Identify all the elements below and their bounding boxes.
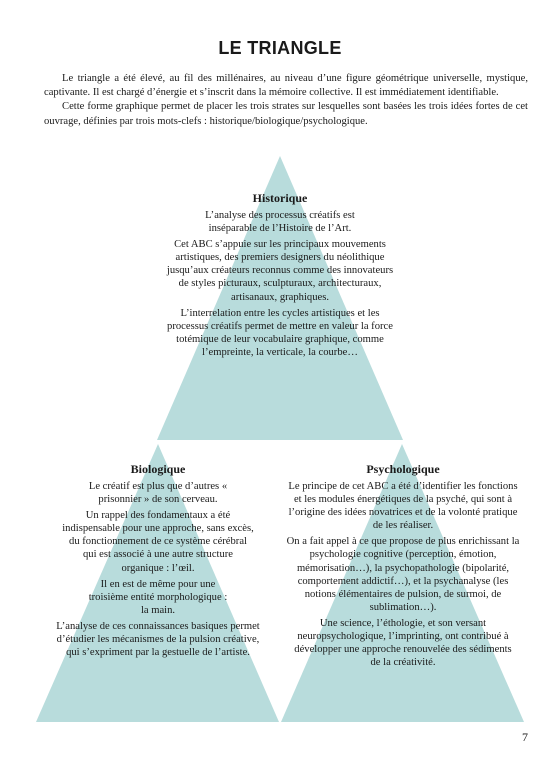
intro-paragraph: Cette forme graphique permet de placer les trois strates sur lesquelles sont basées les trois idées fortes de cet ouvrage, définies par trois mots-clefs : historique/biologique/psychologique. (44, 101, 528, 127)
page-number: 7 (522, 730, 528, 744)
historique-heading: Historique (252, 191, 308, 205)
historique-paragraph: L’interrelation entre les cycles artistiques et les processus créatifs permet de mettre en valeur la force totémique de leur vocabulaire graphique, comme l’empreinte, la verticale, la courbe… (167, 307, 393, 358)
biologique-paragraph: Le créatif est plus que d’autres « prisonnier » de son cerveau. (88, 481, 228, 506)
psychologique-block (286, 462, 520, 672)
historique-paragraph: Cet ABC s’appuie sur les principaux mouvements artistiques, des premiers designers du néolithique jusqu’aux créateurs reconnus comme des innovateurs de styles picturaux, sculpturaux, architecturaux, artisanaux, graphiques. (166, 239, 394, 303)
psychologique-paragraph: On a fait appel à ce que propose de plus enrichissant la psychologie cognitive (perception, émotion, mémorisation…), la psychopathologie (bipolarité, comportement addictif…), et la psychanalyse (les notions élémentaires de pulsion, de surmoi, de sublimation…). (286, 536, 520, 613)
psychologique-heading: Psychologique (366, 462, 440, 476)
biologique-block (44, 462, 272, 662)
psychologique-paragraph: Le principe de cet ABC a été d’identifier les fonctions et les modules énergétiques de la psyché, qui sont à l’origine des idées novatrices et de la volonté pratique de les réaliser. (288, 481, 518, 532)
biologique-paragraph: Il en est de même pour une troisième entité morphologique : la main. (88, 578, 228, 616)
intro-paragraph: Le triangle a été élevé, au fil des millénaires, au niveau d’une figure géométrique universelle, mystique, captivante. Il est chargé d’énergie et s’inscrit dans la mémoire collective. Il est immédiatement identifiable. (44, 73, 528, 99)
psychologique-paragraph: Une science, l’éthologie, et son versant neuropsychologique, l’imprinting, ont contribué à développer une approche renouvelée des sédiments de la créativité. (294, 617, 512, 669)
biologique-heading: Biologique (130, 462, 186, 476)
biologique-paragraph: Un rappel des fondamentaux a été indispensable pour une approche, sans excès, du fonctionnement de ce système cérébral qui est associé à une autre structure organique : l’œil. (62, 510, 254, 574)
page-title: LE TRIANGLE (218, 38, 342, 58)
historique-block (160, 191, 400, 362)
biologique-paragraph: L’analyse de ces connaissances basiques permet d’étudier les mécanismes de la pulsion créative, qui s’expriment par la gestuelle de l’artiste. (56, 620, 260, 659)
historique-paragraph: L’analyse des processus créatifs est inséparable de l’Histoire de l’Art. (205, 210, 355, 235)
